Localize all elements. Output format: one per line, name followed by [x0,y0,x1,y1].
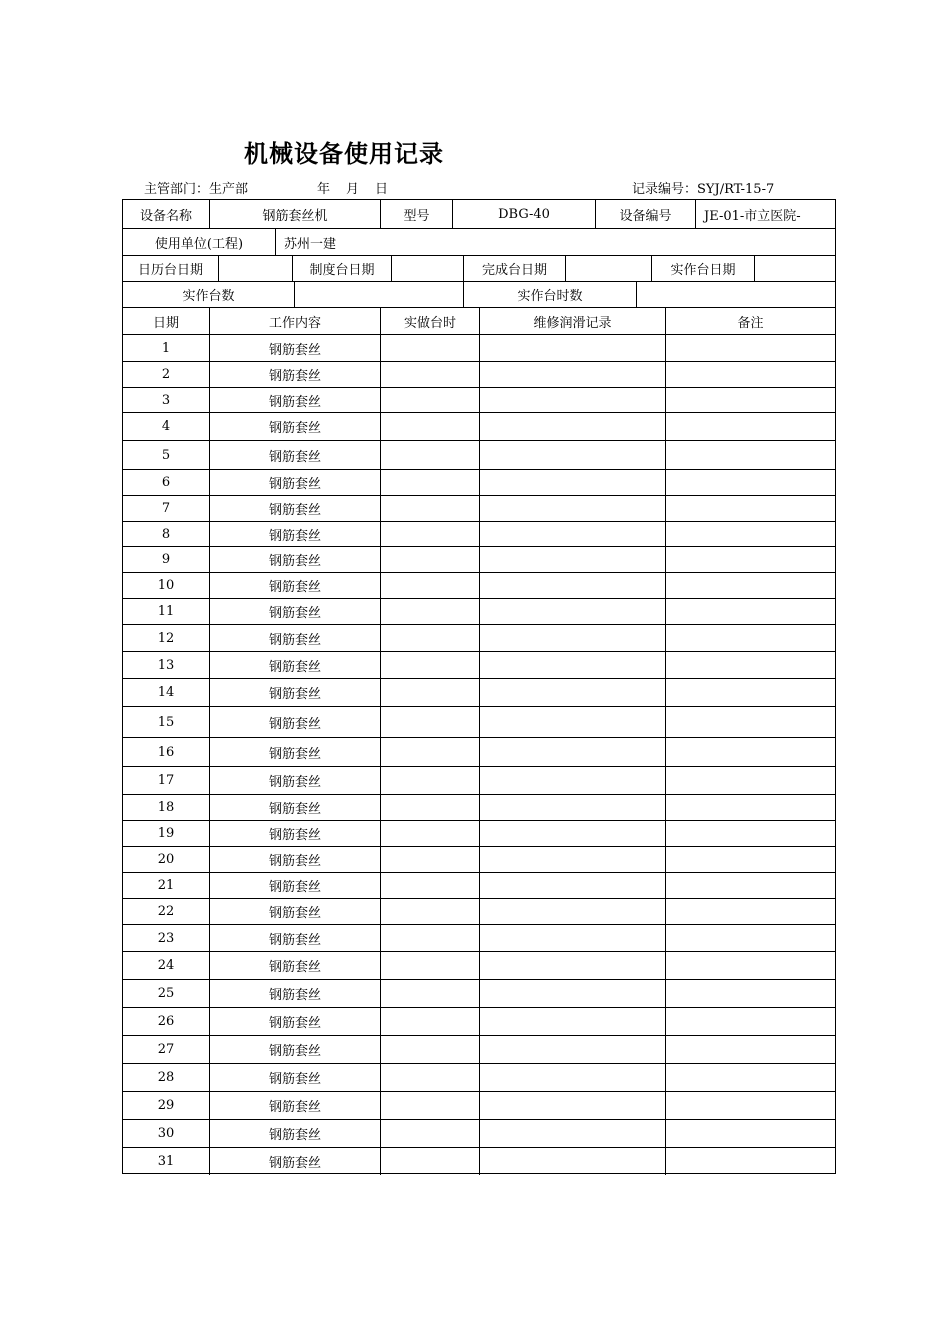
row-note [665,1148,835,1175]
row-maintenance [479,496,665,521]
row-hours [380,795,479,820]
row-note [665,738,835,766]
actual-date-value [754,256,835,281]
equipment-info-row [123,200,835,228]
table-row [123,951,835,979]
row-maintenance [479,441,665,469]
row-hours [380,767,479,794]
row-note [665,873,835,898]
row-work: 钢筋套丝 [209,573,380,598]
row-work: 钢筋套丝 [209,625,380,651]
row-work: 钢筋套丝 [209,707,380,737]
table-row [123,651,835,678]
row-work: 钢筋套丝 [209,873,380,898]
row-hours [380,952,479,979]
row-maintenance [479,388,665,412]
row-hours [380,362,479,387]
table-row [123,598,835,624]
row-work: 钢筋套丝 [209,821,380,846]
row-date: 22 [157,904,175,919]
row-hours [380,441,479,469]
table-row [123,1007,835,1035]
row-hours [380,522,479,546]
row-note [665,1092,835,1119]
row-date: 26 [157,1014,175,1029]
row-work: 钢筋套丝 [209,1092,380,1119]
unit-row [123,228,835,255]
row-note [665,952,835,979]
row-hours [380,1036,479,1063]
row-maintenance [479,573,665,598]
row-hours [380,821,479,846]
table-row [123,546,835,572]
page-title: 机械设备使用记录 [244,140,444,168]
equip-no-label: 设备编号 [595,200,695,228]
calendar-date-value [218,256,292,281]
year-label: 年 [317,182,331,197]
row-work: 钢筋套丝 [209,847,380,872]
department-label: 主管部门：生产部 [144,182,249,197]
row-date: 9 [161,552,171,567]
actual-count-label: 实作台数 [182,289,235,304]
row-date: 13 [157,657,175,673]
row-maintenance [479,738,665,766]
row-date: 5 [161,447,171,463]
row-hours [380,873,479,898]
actual-hours-label: 实作台时数 [463,282,636,307]
row-hours [380,738,479,766]
row-hours [380,599,479,624]
table-row [123,334,835,361]
month-label: 月 [346,182,360,197]
row-note [665,388,835,412]
table-row [123,495,835,521]
dates-row [123,255,835,281]
row-work: 钢筋套丝 [209,795,380,820]
row-date: 4 [161,419,171,434]
row-date: 14 [157,685,175,700]
header-notes: 备注 [665,308,835,334]
table-row [123,706,835,737]
table-row [123,1147,835,1175]
row-maintenance [479,1064,665,1091]
table-row [123,846,835,872]
table-row [123,820,835,846]
row-hours [380,980,479,1007]
row-hours [380,335,479,361]
row-hours [380,470,479,495]
header-hours: 实做台时 [380,308,479,334]
row-date: 30 [157,1126,175,1141]
row-maintenance [479,652,665,678]
row-note [665,496,835,521]
row-maintenance [479,821,665,846]
row-hours [380,707,479,737]
row-date: 10 [157,578,175,593]
row-note [665,980,835,1007]
row-note [665,599,835,624]
row-hours [380,1008,479,1035]
row-work: 钢筋套丝 [209,470,380,495]
table-row [123,440,835,469]
row-maintenance [479,873,665,898]
row-maintenance [479,599,665,624]
row-date: 1 [161,340,171,356]
equip-name-value: 钢筋套丝机 [209,200,380,228]
actual-count-value [294,282,463,307]
row-date: 28 [157,1070,175,1085]
row-note [665,413,835,440]
table-row [123,678,835,706]
row-date: 2 [161,367,171,382]
row-work: 钢筋套丝 [209,679,380,706]
table-row [123,572,835,598]
row-date: 21 [157,878,175,893]
row-maintenance [479,1092,665,1119]
done-date-label: 完成台日期 [463,256,565,281]
row-note [665,573,835,598]
row-hours [380,413,479,440]
table-row [123,361,835,387]
row-work: 钢筋套丝 [209,441,380,469]
row-maintenance [479,899,665,924]
header-date: 日期 [152,315,179,331]
row-note [665,522,835,546]
done-date-value [565,256,651,281]
row-maintenance [479,362,665,387]
row-work: 钢筋套丝 [209,1120,380,1147]
row-note [665,767,835,794]
row-date: 11 [157,604,175,619]
row-work: 钢筋套丝 [209,899,380,924]
row-note [665,707,835,737]
calendar-date-label: 日历台日期 [137,263,203,278]
system-date-value [391,256,463,281]
row-note [665,625,835,651]
row-note [665,1036,835,1063]
row-note [665,470,835,495]
row-note [665,847,835,872]
row-note [665,362,835,387]
equip-name-label: 设备名称 [139,208,192,224]
row-note [665,1008,835,1035]
row-note [665,899,835,924]
row-hours [380,388,479,412]
row-maintenance [479,795,665,820]
row-work: 钢筋套丝 [209,388,380,412]
table-row [123,624,835,651]
table-row [123,521,835,546]
row-work: 钢筋套丝 [209,767,380,794]
row-maintenance [479,707,665,737]
row-maintenance [479,952,665,979]
row-hours [380,496,479,521]
row-note [665,547,835,572]
row-work: 钢筋套丝 [209,522,380,546]
row-hours [380,547,479,572]
row-note [665,925,835,951]
row-maintenance [479,1036,665,1063]
row-date: 31 [157,1154,175,1169]
row-date: 29 [157,1098,175,1113]
row-maintenance [479,413,665,440]
row-maintenance [479,980,665,1007]
table-row [123,387,835,412]
row-work: 钢筋套丝 [209,738,380,766]
table-row [123,1091,835,1119]
table-row [123,766,835,794]
row-work: 钢筋套丝 [209,547,380,572]
row-date: 16 [157,744,175,760]
row-work: 钢筋套丝 [209,925,380,951]
row-date: 15 [157,714,175,730]
row-work: 钢筋套丝 [209,362,380,387]
record-form [122,199,836,1174]
row-maintenance [479,767,665,794]
row-hours [380,652,479,678]
row-date: 24 [157,958,175,973]
equip-no-value: JE-01-市立医院- [695,200,835,228]
row-date: 25 [157,986,175,1001]
row-date: 8 [161,526,171,542]
row-note [665,821,835,846]
system-date-label: 制度台日期 [292,256,391,281]
row-maintenance [479,522,665,546]
model-value: DBG-40 [452,200,595,228]
row-maintenance [479,925,665,951]
row-note [665,1064,835,1091]
table-row [123,924,835,951]
row-note [665,652,835,678]
table-row [123,1035,835,1063]
unit-label: 使用单位(工程) [154,236,244,252]
row-maintenance [479,547,665,572]
table-row [123,794,835,820]
row-note [665,679,835,706]
row-hours [380,573,479,598]
row-work: 钢筋套丝 [209,652,380,678]
row-maintenance [479,625,665,651]
row-work: 钢筋套丝 [209,1008,380,1035]
row-hours [380,1148,479,1175]
row-work: 钢筋套丝 [209,413,380,440]
row-date: 18 [157,800,175,815]
row-maintenance [479,679,665,706]
row-hours [380,847,479,872]
row-hours [380,1064,479,1091]
table-row [123,872,835,898]
row-work: 钢筋套丝 [209,980,380,1007]
row-maintenance [479,335,665,361]
row-hours [380,1120,479,1147]
row-work: 钢筋套丝 [209,335,380,361]
row-work: 钢筋套丝 [209,1036,380,1063]
row-note [665,335,835,361]
table-row [123,1063,835,1091]
row-date: 3 [161,392,171,408]
table-row [123,898,835,924]
record-number: 记录编号：SYJ/RT-15-7 [632,182,775,197]
row-maintenance [479,1120,665,1147]
row-work: 钢筋套丝 [209,1064,380,1091]
unit-value: 苏州一建 [275,229,835,255]
row-note [665,1120,835,1147]
table-row [123,1119,835,1147]
model-label: 型号 [380,200,452,228]
table-header [123,307,835,334]
row-work: 钢筋套丝 [209,1148,380,1175]
row-date: 17 [157,773,175,788]
row-date: 19 [157,826,175,841]
table-row [123,412,835,440]
day-label: 日 [375,182,389,197]
row-maintenance [479,1008,665,1035]
row-date: 27 [157,1042,175,1057]
row-hours [380,899,479,924]
header-maintenance: 维修润滑记录 [479,308,665,334]
table-row [123,979,835,1007]
row-date: 23 [157,930,175,946]
row-work: 钢筋套丝 [209,496,380,521]
row-note [665,441,835,469]
actual-date-label: 实作台日期 [651,256,754,281]
row-hours [380,925,479,951]
row-maintenance [479,1148,665,1175]
row-date: 12 [157,630,175,646]
row-hours [380,679,479,706]
row-note [665,795,835,820]
row-date: 20 [157,852,175,867]
table-row [123,469,835,495]
row-hours [380,625,479,651]
actual-hours-value [636,282,835,307]
row-maintenance [479,470,665,495]
counts-row [123,281,835,307]
row-date: 7 [161,501,171,516]
row-hours [380,1092,479,1119]
header-work: 工作内容 [209,308,380,334]
row-work: 钢筋套丝 [209,952,380,979]
table-row [123,737,835,766]
row-maintenance [479,847,665,872]
row-date: 6 [161,475,171,490]
row-work: 钢筋套丝 [209,599,380,624]
